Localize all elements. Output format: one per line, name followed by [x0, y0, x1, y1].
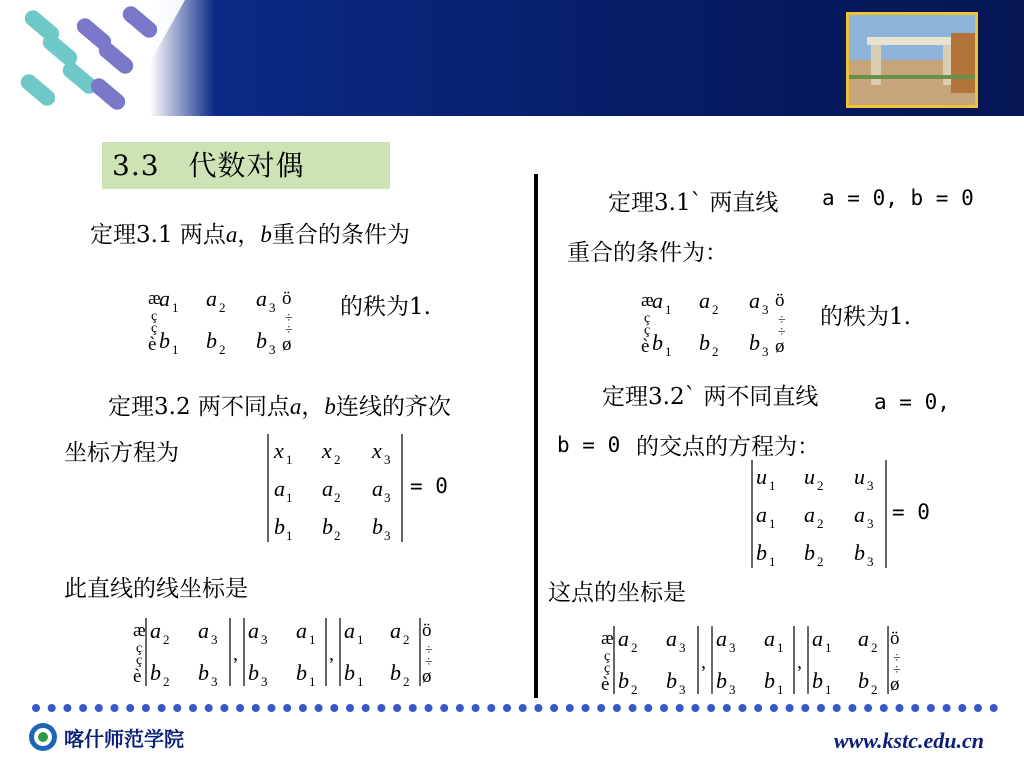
svg-text:b: b — [256, 328, 267, 353]
svg-text:a: a — [716, 626, 727, 651]
separator-dot — [927, 704, 935, 712]
svg-text:b: b — [274, 514, 285, 539]
svg-text:2: 2 — [817, 516, 824, 531]
svg-text:3: 3 — [384, 528, 391, 543]
separator-dot — [660, 704, 668, 712]
separator-dot — [723, 704, 731, 712]
svg-text:x: x — [274, 438, 284, 463]
svg-text:÷: ÷ — [893, 663, 901, 678]
separator-dot — [268, 704, 276, 712]
svg-text:b: b — [854, 540, 865, 565]
svg-text:2: 2 — [334, 490, 341, 505]
svg-text:ç: ç — [644, 311, 651, 326]
svg-text:a: a — [150, 618, 161, 643]
svg-text:b: b — [652, 330, 663, 355]
svg-text:æ: æ — [148, 288, 161, 309]
svg-text:a: a — [390, 618, 401, 643]
separator-dot — [142, 704, 150, 712]
separator-dot — [990, 704, 998, 712]
svg-text:,: , — [701, 651, 706, 673]
svg-text:ö: ö — [422, 620, 432, 641]
svg-text:ç: ç — [644, 323, 651, 338]
svg-text:2: 2 — [219, 300, 226, 315]
separator-dot — [111, 704, 119, 712]
svg-text:a: a — [764, 626, 775, 651]
svg-text:1: 1 — [309, 632, 316, 647]
svg-text:1: 1 — [172, 300, 179, 315]
svg-text:2: 2 — [817, 478, 824, 493]
svg-text:a: a — [206, 286, 217, 311]
line-a-equation: a = 0, — [874, 390, 950, 414]
svg-text:2: 2 — [631, 640, 638, 655]
svg-text:b: b — [344, 660, 355, 685]
svg-text:ç: ç — [151, 321, 158, 336]
svg-text:b: b — [390, 660, 401, 685]
dotted-separator — [30, 702, 1005, 714]
svg-text:æ: æ — [133, 620, 146, 641]
separator-dot — [911, 704, 919, 712]
separator-dot — [550, 704, 558, 712]
separator-dot — [974, 704, 982, 712]
svg-text:ø: ø — [422, 666, 432, 687]
svg-text:ö: ö — [282, 288, 292, 309]
separator-dot — [377, 704, 385, 712]
svg-text:2: 2 — [163, 632, 170, 647]
separator-dot — [48, 704, 56, 712]
separator-dot — [63, 704, 71, 712]
theorem-3-2 — [108, 388, 451, 421]
equals-zero: = 0 — [410, 474, 448, 498]
separator-dot — [95, 704, 103, 712]
var-b: b — [324, 394, 336, 419]
svg-text:b: b — [756, 540, 767, 565]
decorative-pills-graphic — [0, 0, 300, 116]
separator-dot — [32, 704, 40, 712]
svg-text:2: 2 — [334, 528, 341, 543]
line-coordinates-label: 此直线的线坐标是 — [64, 576, 248, 602]
svg-text:ø: ø — [775, 336, 785, 357]
svg-text:1: 1 — [172, 342, 179, 357]
svg-text:2: 2 — [631, 682, 638, 697]
separator-dot — [896, 704, 904, 712]
separator-dot — [158, 704, 166, 712]
separator-dot — [566, 704, 574, 712]
separator-dot — [817, 704, 825, 712]
svg-text:÷: ÷ — [778, 325, 786, 340]
svg-text:ç: ç — [604, 649, 611, 664]
svg-text:ø: ø — [890, 674, 900, 695]
separator-dot — [786, 704, 794, 712]
separator-dot — [707, 704, 715, 712]
svg-text:3: 3 — [261, 674, 268, 689]
svg-text:3: 3 — [261, 632, 268, 647]
separator-dot — [629, 704, 637, 712]
separator-dot — [487, 704, 495, 712]
svg-text:2: 2 — [334, 452, 341, 467]
matrix-2x3-right — [638, 284, 808, 360]
svg-text:3: 3 — [269, 342, 276, 357]
svg-text:a: a — [749, 288, 760, 313]
separator-dot — [440, 704, 448, 712]
separator-dot — [252, 704, 260, 712]
school-emblem-icon — [28, 722, 58, 752]
svg-text:b: b — [372, 514, 383, 539]
svg-text:a: a — [666, 626, 677, 651]
section-title: 3.3 代数对偶 — [102, 142, 390, 189]
separator-dot — [503, 704, 511, 712]
separator-dot — [880, 704, 888, 712]
svg-text:3: 3 — [211, 632, 218, 647]
svg-text:1: 1 — [309, 674, 316, 689]
theorem-3-1-prime: 定理3.1` 两直线 — [608, 190, 779, 216]
svg-text:÷: ÷ — [285, 323, 293, 338]
separator-dot — [770, 704, 778, 712]
svg-text:b: b — [699, 330, 710, 355]
svg-text:a: a — [618, 626, 629, 651]
svg-text:2: 2 — [871, 682, 878, 697]
separator-dot — [739, 704, 747, 712]
svg-text:÷: ÷ — [425, 655, 433, 670]
svg-text:è: è — [148, 334, 157, 355]
svg-text:a: a — [652, 288, 663, 313]
svg-text:3: 3 — [762, 302, 769, 317]
rank-condition-left: 的秩为1. — [340, 294, 431, 320]
svg-text:b: b — [248, 660, 259, 685]
separator-dot — [801, 704, 809, 712]
svg-text:1: 1 — [357, 632, 364, 647]
separator-dot — [220, 704, 228, 712]
theorem-3-2-prime: 定理3.2` 两不同直线 — [602, 384, 819, 410]
separator-dot — [864, 704, 872, 712]
svg-text:1: 1 — [665, 344, 672, 359]
svg-text:1: 1 — [769, 516, 776, 531]
svg-text:÷: ÷ — [425, 643, 433, 658]
svg-text:3: 3 — [679, 640, 686, 655]
svg-text:x: x — [322, 438, 332, 463]
separator-dot — [283, 704, 291, 712]
svg-text:u: u — [804, 464, 815, 489]
svg-text:u: u — [756, 464, 767, 489]
svg-text:2: 2 — [712, 344, 719, 359]
svg-text:b: b — [666, 668, 677, 693]
svg-text:a: a — [372, 476, 383, 501]
separator-dot — [456, 704, 464, 712]
svg-text:a: a — [159, 286, 170, 311]
svg-text:ç: ç — [136, 641, 143, 656]
svg-text:3: 3 — [679, 682, 686, 697]
svg-text:æ: æ — [601, 628, 614, 649]
svg-text:a: a — [274, 476, 285, 501]
svg-text:b: b — [749, 330, 760, 355]
svg-text:b: b — [804, 540, 815, 565]
theorem-3-2-line2: 坐标方程为 — [64, 440, 179, 466]
separator-dot — [754, 704, 762, 712]
separator-dot — [346, 704, 354, 712]
separator-dot — [79, 704, 87, 712]
theorem-label: 定理3.2 两不同点 — [108, 394, 290, 420]
separator-dot — [676, 704, 684, 712]
svg-text:x: x — [372, 438, 382, 463]
separator-dot — [519, 704, 527, 712]
point-coordinates-formula — [598, 622, 918, 698]
separator-dot — [597, 704, 605, 712]
svg-text:2: 2 — [219, 342, 226, 357]
svg-text:a: a — [699, 288, 710, 313]
comma: ， — [301, 394, 325, 420]
separator-dot — [425, 704, 433, 712]
svg-text:1: 1 — [286, 528, 293, 543]
svg-text:ö: ö — [890, 628, 900, 649]
svg-text:÷: ÷ — [893, 651, 901, 666]
svg-text:3: 3 — [867, 478, 874, 493]
matrix-2x3-left — [145, 282, 315, 358]
svg-text:1: 1 — [769, 554, 776, 569]
separator-dot — [848, 704, 856, 712]
theorem-3-1-prime-line2: 重合的条件为： — [567, 240, 728, 266]
svg-text:3: 3 — [384, 490, 391, 505]
separator-dot — [315, 704, 323, 712]
svg-text:ø: ø — [282, 334, 292, 355]
separator-dot — [205, 704, 213, 712]
school-name: 喀什师范学院 — [64, 726, 184, 751]
svg-text:3: 3 — [867, 516, 874, 531]
svg-text:a: a — [256, 286, 267, 311]
svg-text:2: 2 — [871, 640, 878, 655]
separator-dot — [409, 704, 417, 712]
website-url[interactable]: www.kstc.edu.cn — [833, 728, 984, 753]
separator-dot — [299, 704, 307, 712]
separator-dot — [189, 704, 197, 712]
svg-text:b: b — [150, 660, 161, 685]
svg-text:ç: ç — [604, 661, 611, 676]
svg-text:1: 1 — [665, 302, 672, 317]
line-b-equation: b = 0 — [557, 433, 621, 457]
school-logo — [28, 722, 184, 752]
separator-dot — [126, 704, 134, 712]
svg-text:3: 3 — [384, 452, 391, 467]
svg-text:b: b — [764, 668, 775, 693]
line-coordinates-formula — [130, 614, 450, 690]
svg-text:ç: ç — [136, 653, 143, 668]
campus-gate-photo — [846, 12, 978, 108]
svg-text:,: , — [797, 651, 802, 673]
rank-condition-right: 的秩为1. — [820, 304, 911, 330]
svg-text:b: b — [716, 668, 727, 693]
svg-text:a: a — [854, 502, 865, 527]
svg-text:1: 1 — [769, 478, 776, 493]
theorem-label: 定理3.1 两点 — [90, 222, 226, 248]
separator-dot — [173, 704, 181, 712]
svg-text:3: 3 — [729, 640, 736, 655]
separator-dot — [534, 704, 542, 712]
svg-text:æ: æ — [641, 290, 654, 311]
svg-text:b: b — [296, 660, 307, 685]
svg-text:a: a — [322, 476, 333, 501]
separator-dot — [472, 704, 480, 712]
svg-text:ö: ö — [775, 290, 785, 311]
theorem-3-2-prime-line2: 的交点的方程为： — [636, 434, 820, 460]
svg-text:a: a — [198, 618, 209, 643]
svg-text:2: 2 — [403, 632, 410, 647]
equals-zero: = 0 — [892, 500, 930, 524]
svg-text:b: b — [858, 668, 869, 693]
svg-text:u: u — [854, 464, 865, 489]
svg-text:ç: ç — [151, 309, 158, 324]
svg-text:3: 3 — [269, 300, 276, 315]
theorem-text: 连线的齐次 — [335, 394, 451, 420]
lines-equation: a = 0, b = 0 — [822, 186, 974, 210]
svg-text:3: 3 — [867, 554, 874, 569]
svg-text:a: a — [248, 618, 259, 643]
svg-text:1: 1 — [357, 674, 364, 689]
svg-text:b: b — [618, 668, 629, 693]
separator-dot — [691, 704, 699, 712]
svg-text:a: a — [344, 618, 355, 643]
svg-text:a: a — [296, 618, 307, 643]
point-coordinates-label: 这点的坐标是 — [548, 580, 686, 606]
separator-dot — [236, 704, 244, 712]
separator-dot — [943, 704, 951, 712]
var-a: a — [289, 394, 302, 419]
svg-text:è: è — [601, 674, 610, 695]
svg-text:1: 1 — [825, 682, 832, 697]
svg-text:2: 2 — [163, 674, 170, 689]
column-divider — [534, 174, 538, 698]
svg-text:1: 1 — [777, 682, 784, 697]
separator-dot — [958, 704, 966, 712]
svg-text:2: 2 — [817, 554, 824, 569]
theorem-text: 重合的条件为 — [271, 222, 410, 248]
svg-text:2: 2 — [712, 302, 719, 317]
svg-text:2: 2 — [403, 674, 410, 689]
separator-dot — [582, 704, 590, 712]
svg-text:a: a — [858, 626, 869, 651]
var-b: b — [260, 222, 272, 247]
separator-dot — [644, 704, 652, 712]
svg-text:3: 3 — [762, 344, 769, 359]
svg-text:÷: ÷ — [778, 313, 786, 328]
comma: ， — [237, 222, 261, 248]
svg-text:1: 1 — [777, 640, 784, 655]
svg-text:b: b — [812, 668, 823, 693]
separator-dot — [833, 704, 841, 712]
svg-text:1: 1 — [825, 640, 832, 655]
svg-text:a: a — [812, 626, 823, 651]
svg-text:1: 1 — [286, 452, 293, 467]
svg-text:b: b — [206, 328, 217, 353]
separator-dot — [613, 704, 621, 712]
svg-text:b: b — [322, 514, 333, 539]
separator-dot — [362, 704, 370, 712]
separator-dot — [330, 704, 338, 712]
svg-text:,: , — [329, 643, 334, 665]
separator-dot — [393, 704, 401, 712]
svg-text:3: 3 — [729, 682, 736, 697]
var-a: a — [225, 222, 238, 247]
svg-text:a: a — [756, 502, 767, 527]
svg-text:b: b — [198, 660, 209, 685]
svg-text:è: è — [133, 666, 142, 687]
svg-text:a: a — [804, 502, 815, 527]
theorem-3-1 — [90, 216, 410, 249]
svg-text:è: è — [641, 336, 650, 357]
svg-text:÷: ÷ — [285, 311, 293, 326]
svg-text:b: b — [159, 328, 170, 353]
svg-text:3: 3 — [211, 674, 218, 689]
svg-text:,: , — [233, 643, 238, 665]
svg-text:1: 1 — [286, 490, 293, 505]
